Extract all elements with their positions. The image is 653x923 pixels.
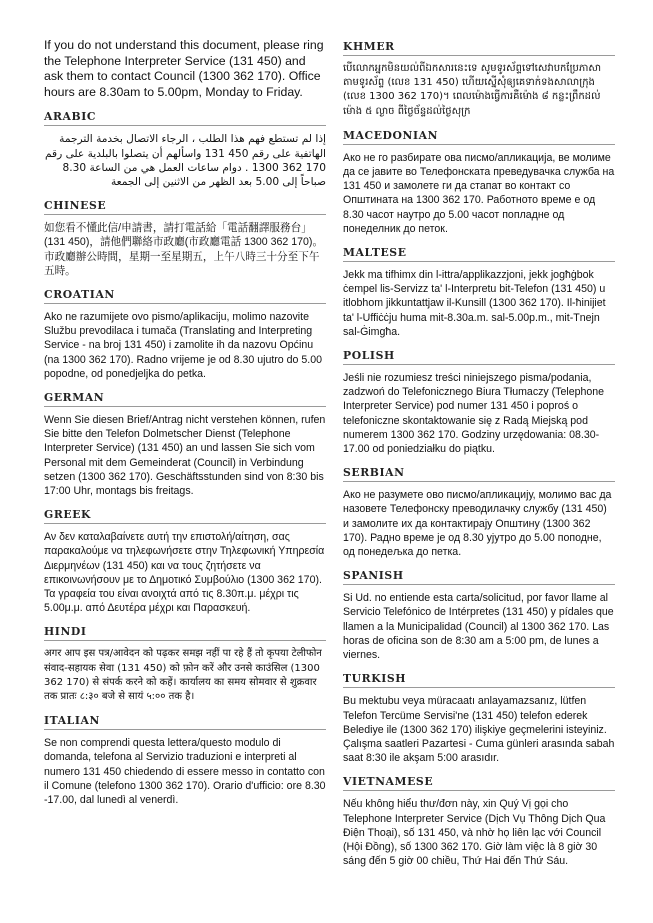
section-vietnamese	[343, 775, 615, 868]
right-column	[343, 0, 615, 868]
section-text: Bu mektubu veya müracaatı anlayamazsanız, lütfen Telefon Tercüme Servisi'ne (131 450) telefon ederek Belediye ile (1300 362 170) ilişkiye geçmelerini isteyiniz. Çalışma saatleri Pazartesi - Cuma günleri arasında sabah saat 8:30 ile akşam 5:00 arasıdır.	[343, 695, 615, 765]
section-text: Wenn Sie diesen Brief/Antrag nicht verstehen können, rufen Sie bitte den Telefon Dolmetscher Dienst (Telephone Interpreter Service) (131 450) an und lassen Sie sich vom Personal mit dem Gemeinderat (Council) in Verbindung setzen (1300 362 170). Geschäftsstunden sind von 8:30 bis 17:00 Uhr, montags bis freitags.	[44, 414, 326, 498]
section-spanish	[343, 569, 615, 662]
section-text: Jekk ma tifhimx din l-ittra/applikazzjoni, jekk jogħġbok ċempel lis-Servizz ta' l-Interpretu bit-Telefon (131 450) u itlobhom jikkuntattjaw il-Kunsill (1300 362 170). Il-ħinijiet ta' l-Uffiċċju huma mit-8.30a.m. sal-5.00p.m., mit-Tnejn sal-Ġimgħa.	[343, 269, 606, 338]
section-text: Αν δεν καταλαβαίνετε αυτή την επιστολή/αίτηση, σας παρακαλούμε να τηλεφωνήσετε στην Τηλεφωνική Υπηρεσία Διερμηνέων (131 450) και να τους ζητήσετε να επικοινωνήσουν με το Δημοτικό Συμβούλιο (1300 362 170). Τα γραφεία του είναι ανοιχτά από τις 8.30π.μ. μέχρι τις 5.00μ.μ. από Δευτέρα μέχρι και Παρασκευή.	[44, 531, 325, 615]
section-heading: MALTESE	[343, 246, 615, 262]
section-croatian	[44, 288, 326, 381]
section-maltese	[343, 246, 615, 339]
section-hindi	[44, 625, 326, 704]
section-german	[44, 391, 326, 498]
section-text: Ако не разумете ово писмо/апликацију, молимо вас да назовете Телефонску преводилачку службу (131 450) и замолите их да контактирају Општину (1300 362 170). Радно време је од 8.30 ујутро до 5.00 поподне, од понедељка до петка.	[343, 489, 612, 559]
section-text: अगर आप इस पत्र/आवेदन को पढ़कर समझ नहीं पा रहे हैं तो कृपया टेलीफोन संवाद-सहायक सेवा (131 450) को फ़ोन करें और उनसे काउंसिल (1300 362 170) से संपर्क करने को कहें। कार्यालय का समय सोमवार से शुक्रवार तक प्रातः ८:३० बजे से सायं ५:०० तक है।	[44, 648, 322, 703]
section-heading: SERBIAN	[343, 466, 615, 482]
section-greek	[44, 508, 326, 615]
section-heading: POLISH	[343, 349, 615, 365]
section-heading: SPANISH	[343, 569, 615, 585]
section-text: បើលោកអ្នកមិនយល់ពីឯកសារនេះទេ សូមទូរស័ព្ទទៅសេវាបកប្រែភាសាតាមទូរស័ព្ទ (លេខ 131 450) ហើយស្នើសុំឲ្យគេទាក់ទងសាលាក្រុង (លេខ 1300 362 170)។ ពេលម៉ោងធ្វើការគឺម៉ោង ៨ កន្លះព្រឹកដល់ម៉ោង ៥ ល្ងាច ពីថ្ងៃច័ន្ទដល់ថ្ងៃសុក្រ	[343, 63, 602, 117]
section-heading: GERMAN	[44, 391, 326, 407]
section-text: إذا لم تستطع فهم هذا الطلب ، الرجاء الاتصال بخدمة الترجمة الهاتفية على رقم 450 131 واسألهم أن يتصلوا بالبلدية على رقم 170 362 1300 . دوام ساعات العمل هي من الساعة 8.30 صباحاً إلى 5.00 بعد الظهر من الاثنين إلى الجمعة	[44, 133, 326, 188]
section-text: Jeśli nie rozumiesz treści niniejszego pisma/podania, zadzwoń do Telefonicznego Biura Tłumaczy (Telephone Interpreter Service) pod numer 131 450 i poproś o telefoniczne skontaktowanie się z Radą Miejską pod numerem 1300 362 170. Godziny urzędowania: 08.30-17.00 od poniedziałku do piątku.	[343, 372, 605, 456]
section-text: Se non comprendi questa lettera/questo modulo di domanda, telefona al Servizio traduzioni e interpreti al numero 131 450 chiedendo di essere messo in contatto con il Comune (telefono 1300 362 170). Orario d'ufficio: ore 8.30 -17.00, dal lunedì al venerdì.	[44, 737, 326, 807]
section-text: Ako ne razumijete ovo pismo/aplikaciju, molimo nazovite Službu prevodilaca i tumača (Translating and Interpreting Service - na broj 131 450) i zamolite ih da nazovu Općinu (na 1300 362 170). Radno vrijeme je od 8.30 ujutro do 5.00 popodne, od ponedjeljka do petka.	[44, 311, 322, 380]
section-heading: MACEDONIAN	[343, 129, 615, 145]
intro-text: If you do not understand this document, please ring the Telephone Interpreter Service (131 450) and ask them to contact Council (1300 362 170). Office hours are 8.30am to 5.00pm, Monday to Friday.	[44, 38, 324, 99]
section-serbian	[343, 466, 615, 559]
left-column	[44, 0, 326, 807]
section-arabic	[44, 110, 326, 189]
section-heading: VIETNAMESE	[343, 775, 615, 791]
section-heading: ITALIAN	[44, 714, 326, 730]
section-heading: CHINESE	[44, 199, 326, 215]
section-text: 如您看不懂此信/申請書，請打電話給「電話翻譯服務台」(131 450)，請他們聯絡市政廳(市政廳電話 1300 362 170)。市政廳辦公時間，星期一至星期五，上午八時三十分至下午五時。	[44, 222, 324, 277]
section-heading: ARABIC	[44, 110, 326, 126]
section-heading: HINDI	[44, 625, 326, 641]
section-italian	[44, 714, 326, 807]
section-text: Nếu không hiểu thư/đơn này, xin Quý Vị gọi cho Telephone Interpreter Service (Dịch Vụ Thông Dịch Qua Điện Thoại), số 131 450, và nhờ họ liên lạc với Council (Hội Đồng), số 1300 362 170. Giờ làm việc là 8 giờ 30 sáng đến 5 giờ 00 chiều, Thứ Hai đến Thứ Sáu.	[343, 798, 606, 868]
section-turkish	[343, 672, 615, 765]
section-khmer	[343, 40, 615, 119]
section-macedonian	[343, 129, 615, 236]
section-polish	[343, 349, 615, 456]
section-heading: TURKISH	[343, 672, 615, 688]
section-chinese	[44, 199, 326, 278]
section-text: Si Ud. no entiende esta carta/solicitud, por favor llame al Servicio Telefónico de Intérpretes (131 450) y pídales que llamen a la Municipalidad (Council) al 1300 362 170. Las horas de oficina son de 8:30 am a 5:00 pm, de lunes a viernes.	[343, 592, 614, 662]
section-text: Ако не го разбирате ова писмо/апликација, ве молиме да се јавите во Телефонската преведувачка служба на 131 450 и замолете ги да стапат во контакт со Општината на 1300 362 170. Работното време е од 8.30 часот наутро до 5.00 часот попладне од понеделник до петок.	[343, 151, 615, 235]
section-heading: GREEK	[44, 508, 326, 524]
section-heading: CROATIAN	[44, 288, 326, 304]
section-heading: KHMER	[343, 40, 615, 56]
